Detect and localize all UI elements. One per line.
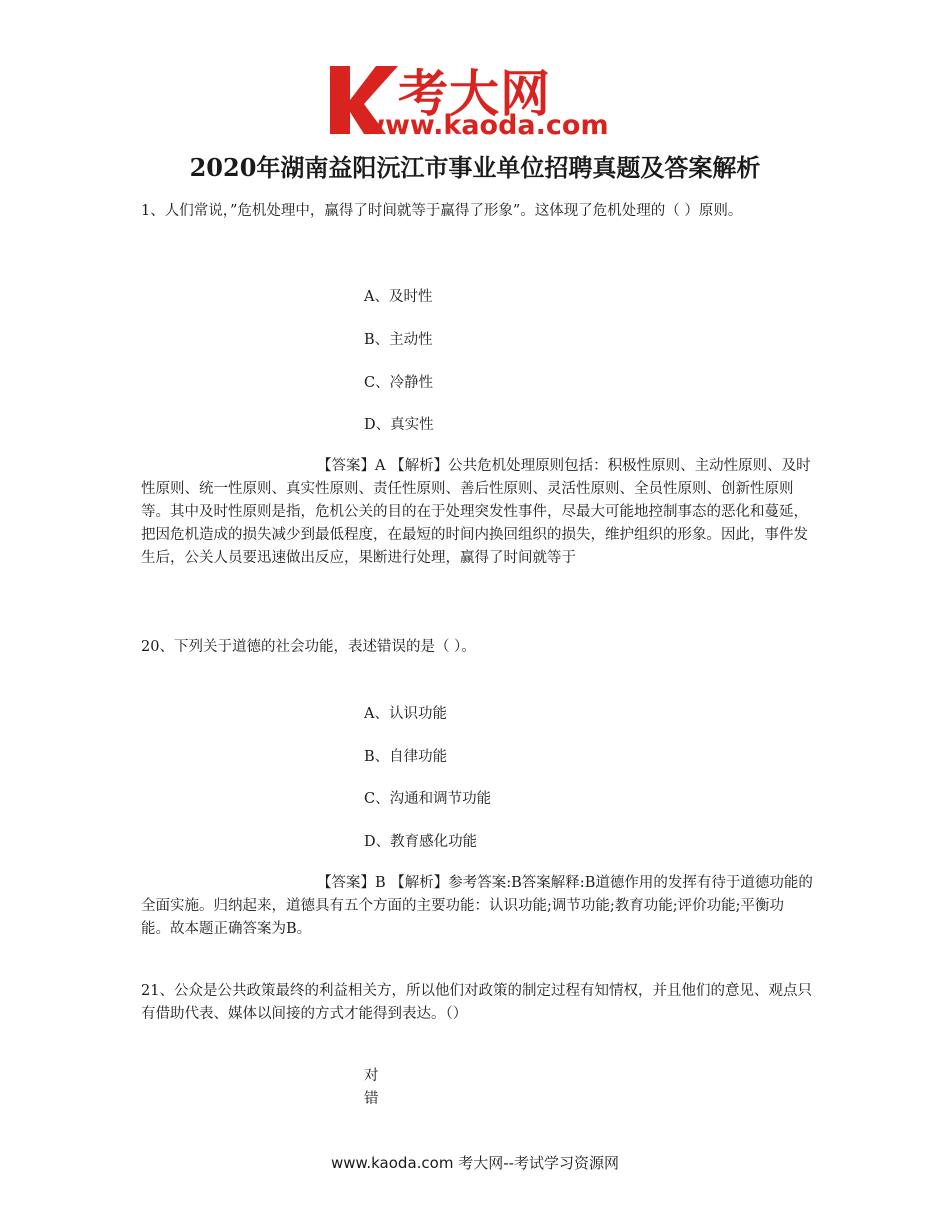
question-20-stem: 20、下列关于道德的社会功能，表述错误的是（ ）。 bbox=[141, 639, 476, 655]
logo-url-text: www.kaoda.com bbox=[360, 110, 609, 141]
question-1-answer bbox=[141, 455, 813, 570]
kaoda-logo bbox=[326, 60, 636, 142]
page-title: 2020年湖南益阳沅江市事业单位招聘真题及答案解析 bbox=[189, 153, 761, 182]
question-1-option-a: A、及时性 bbox=[364, 289, 433, 305]
question-21-option-false: 错 bbox=[364, 1091, 379, 1107]
question-1-answer-text: 【答案】A 【解析】公共危机处理原则包括：积极性原则、主动性原则、及时性原则、统一性原则、真实性原则、责任性原则、善后性原则、灵活性原则、全员性原则、创新性原则等。其中及时性原则是指，危机公关的目的在于处理突发性事件，尽最大可能地控制事态的恶化和蔓延，把因危机造成的损失减少到最低程度，在最短的时间内换回组织的损失，维护组织的形象。因此，事件发生后，公关人员要迅速做出反应，果断进行处理，赢得了时间就等于 bbox=[141, 458, 811, 566]
question-1-option-b: B、主动性 bbox=[364, 332, 433, 348]
question-20-answer-text: 【答案】B 【解析】参考答案:B答案解释:B道德作用的发挥有待于道德功能的全面实施。归纳起来，道德具有五个方面的主要功能：认识功能;调节功能;教育功能;评价功能;平衡功能。故本题正确答案为B。 bbox=[141, 875, 813, 937]
question-20-answer bbox=[141, 872, 813, 941]
question-20-option-d: D、教育感化功能 bbox=[364, 834, 478, 850]
question-21-option-true: 对 bbox=[364, 1068, 379, 1084]
page-footer: www.kaoda.com 考大网--考试学习资源网 bbox=[330, 1154, 620, 1172]
question-1-stem: 1、人们常说，”危机处理中，赢得了时间就等于赢得了形象”。这体现了危机处理的（ ）原则。 bbox=[141, 203, 743, 219]
logo-chinese-text: 考大网 bbox=[398, 65, 551, 123]
question-20-option-c: C、沟通和调节功能 bbox=[364, 791, 492, 807]
question-1-option-d: D、真实性 bbox=[364, 417, 434, 433]
question-20-option-b: B、自律功能 bbox=[364, 749, 448, 765]
question-21-options bbox=[364, 1065, 379, 1111]
question-1-option-c: C、冷静性 bbox=[364, 375, 434, 391]
question-20-option-a: A、认识功能 bbox=[364, 706, 447, 722]
question-21-stem: 21、公众是公共政策最终的利益相关方，所以他们对政策的制定过程有知情权，并且他们的意见、观点只有借助代表、媒体以间接的方式才能得到表达。（） bbox=[141, 983, 812, 1022]
